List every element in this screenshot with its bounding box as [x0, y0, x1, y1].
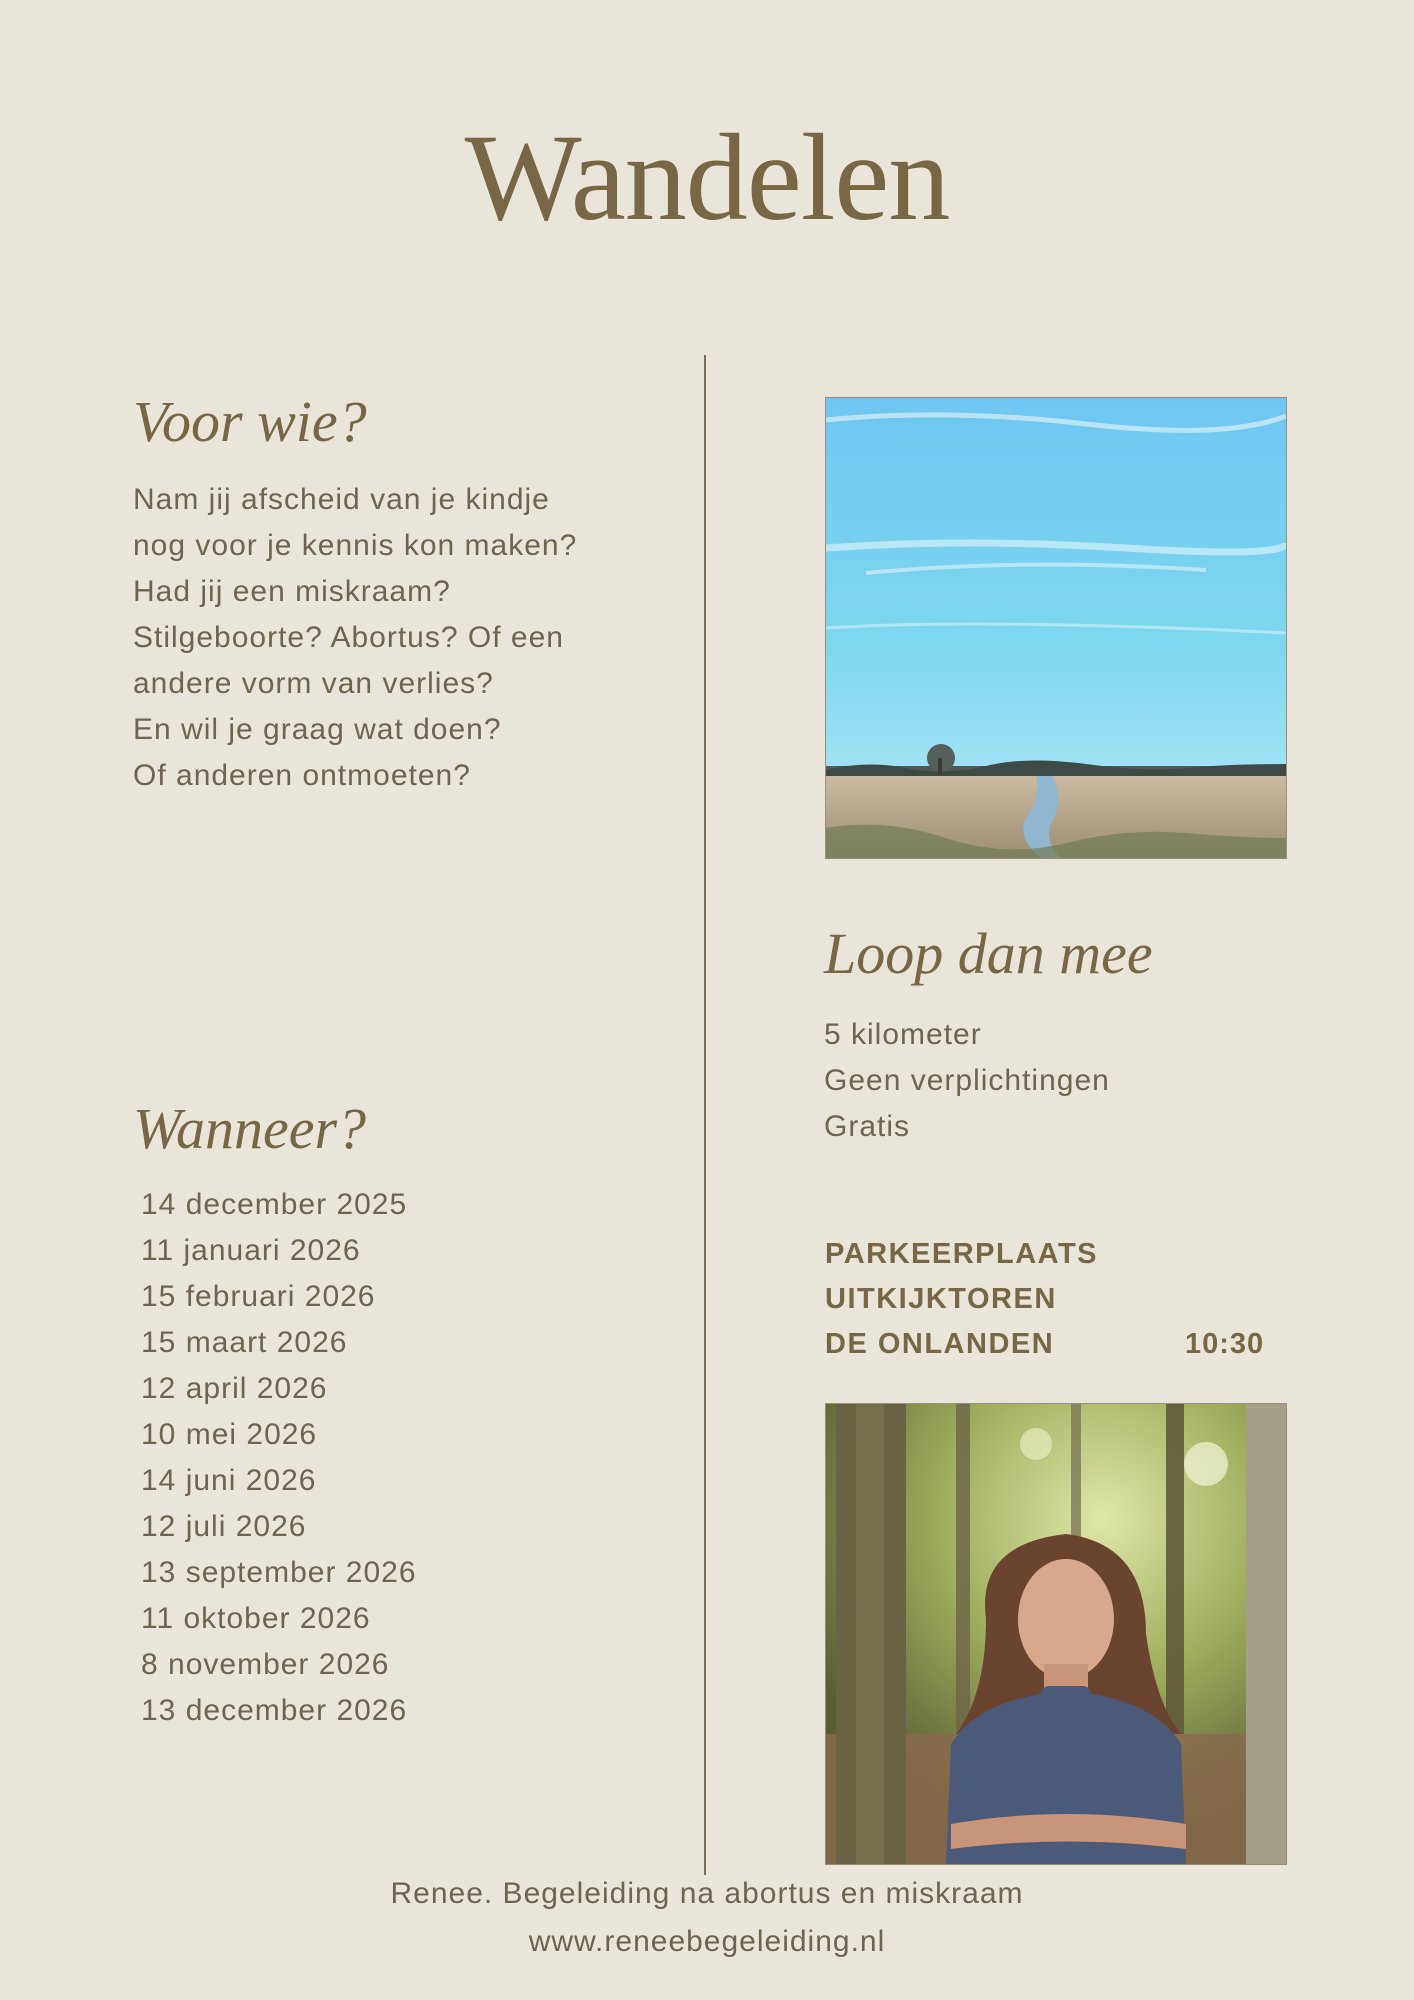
footer-website-link[interactable]: www.reneebegeleiding.nl [528, 1925, 886, 1958]
dates-list [141, 1182, 417, 1734]
page-title: Wandelen [464, 109, 950, 246]
date-item: 8 november 2026 [141, 1648, 390, 1681]
voor-wie-heading: Voor wie? [133, 389, 367, 454]
footer-tagline: Renee. Begeleiding na abortus en miskraam [390, 1877, 1024, 1910]
loop-line: Geen verplichtingen [824, 1064, 1110, 1097]
start-time: 10:30 [1185, 1328, 1265, 1360]
date-item: 15 maart 2026 [141, 1326, 348, 1359]
voor-wie-line: andere vorm van verlies? [133, 667, 494, 700]
voor-wie-line: Had jij een miskraam? [133, 575, 451, 608]
loop-details [824, 1012, 1110, 1150]
date-item: 15 februari 2026 [141, 1280, 376, 1313]
portrait-photo [825, 1403, 1287, 1865]
footer [0, 1870, 1414, 1966]
voor-wie-line: Nam jij afscheid van je kindje [133, 483, 550, 516]
column-divider [704, 355, 706, 1875]
date-item: 14 december 2025 [141, 1188, 408, 1221]
loop-line: Gratis [824, 1110, 911, 1143]
date-item: 12 juli 2026 [141, 1510, 307, 1543]
loop-line: 5 kilometer [824, 1018, 982, 1051]
voor-wie-line: Stilgeboorte? Abortus? Of een [133, 621, 564, 654]
location-line: DE ONLANDEN [825, 1328, 1055, 1360]
date-item: 13 december 2026 [141, 1694, 408, 1727]
voor-wie-line: Of anderen ontmoeten? [133, 759, 471, 792]
loop-heading: Loop dan mee [824, 921, 1153, 986]
date-item: 13 september 2026 [141, 1556, 417, 1589]
date-item: 11 oktober 2026 [141, 1602, 371, 1635]
date-item: 10 mei 2026 [141, 1418, 318, 1451]
date-item: 11 januari 2026 [141, 1234, 361, 1267]
voor-wie-text [133, 477, 577, 799]
location-line: UITKIJKTOREN [825, 1283, 1057, 1315]
voor-wie-line: En wil je graag wat doen? [133, 713, 502, 746]
voor-wie-line: nog voor je kennis kon maken? [133, 529, 578, 562]
location-line: PARKEERPLAATS [825, 1238, 1098, 1270]
date-item: 14 juni 2026 [141, 1464, 317, 1497]
wanneer-heading: Wanneer? [133, 1096, 367, 1161]
landscape-photo [825, 397, 1287, 859]
date-item: 12 april 2026 [141, 1372, 328, 1405]
